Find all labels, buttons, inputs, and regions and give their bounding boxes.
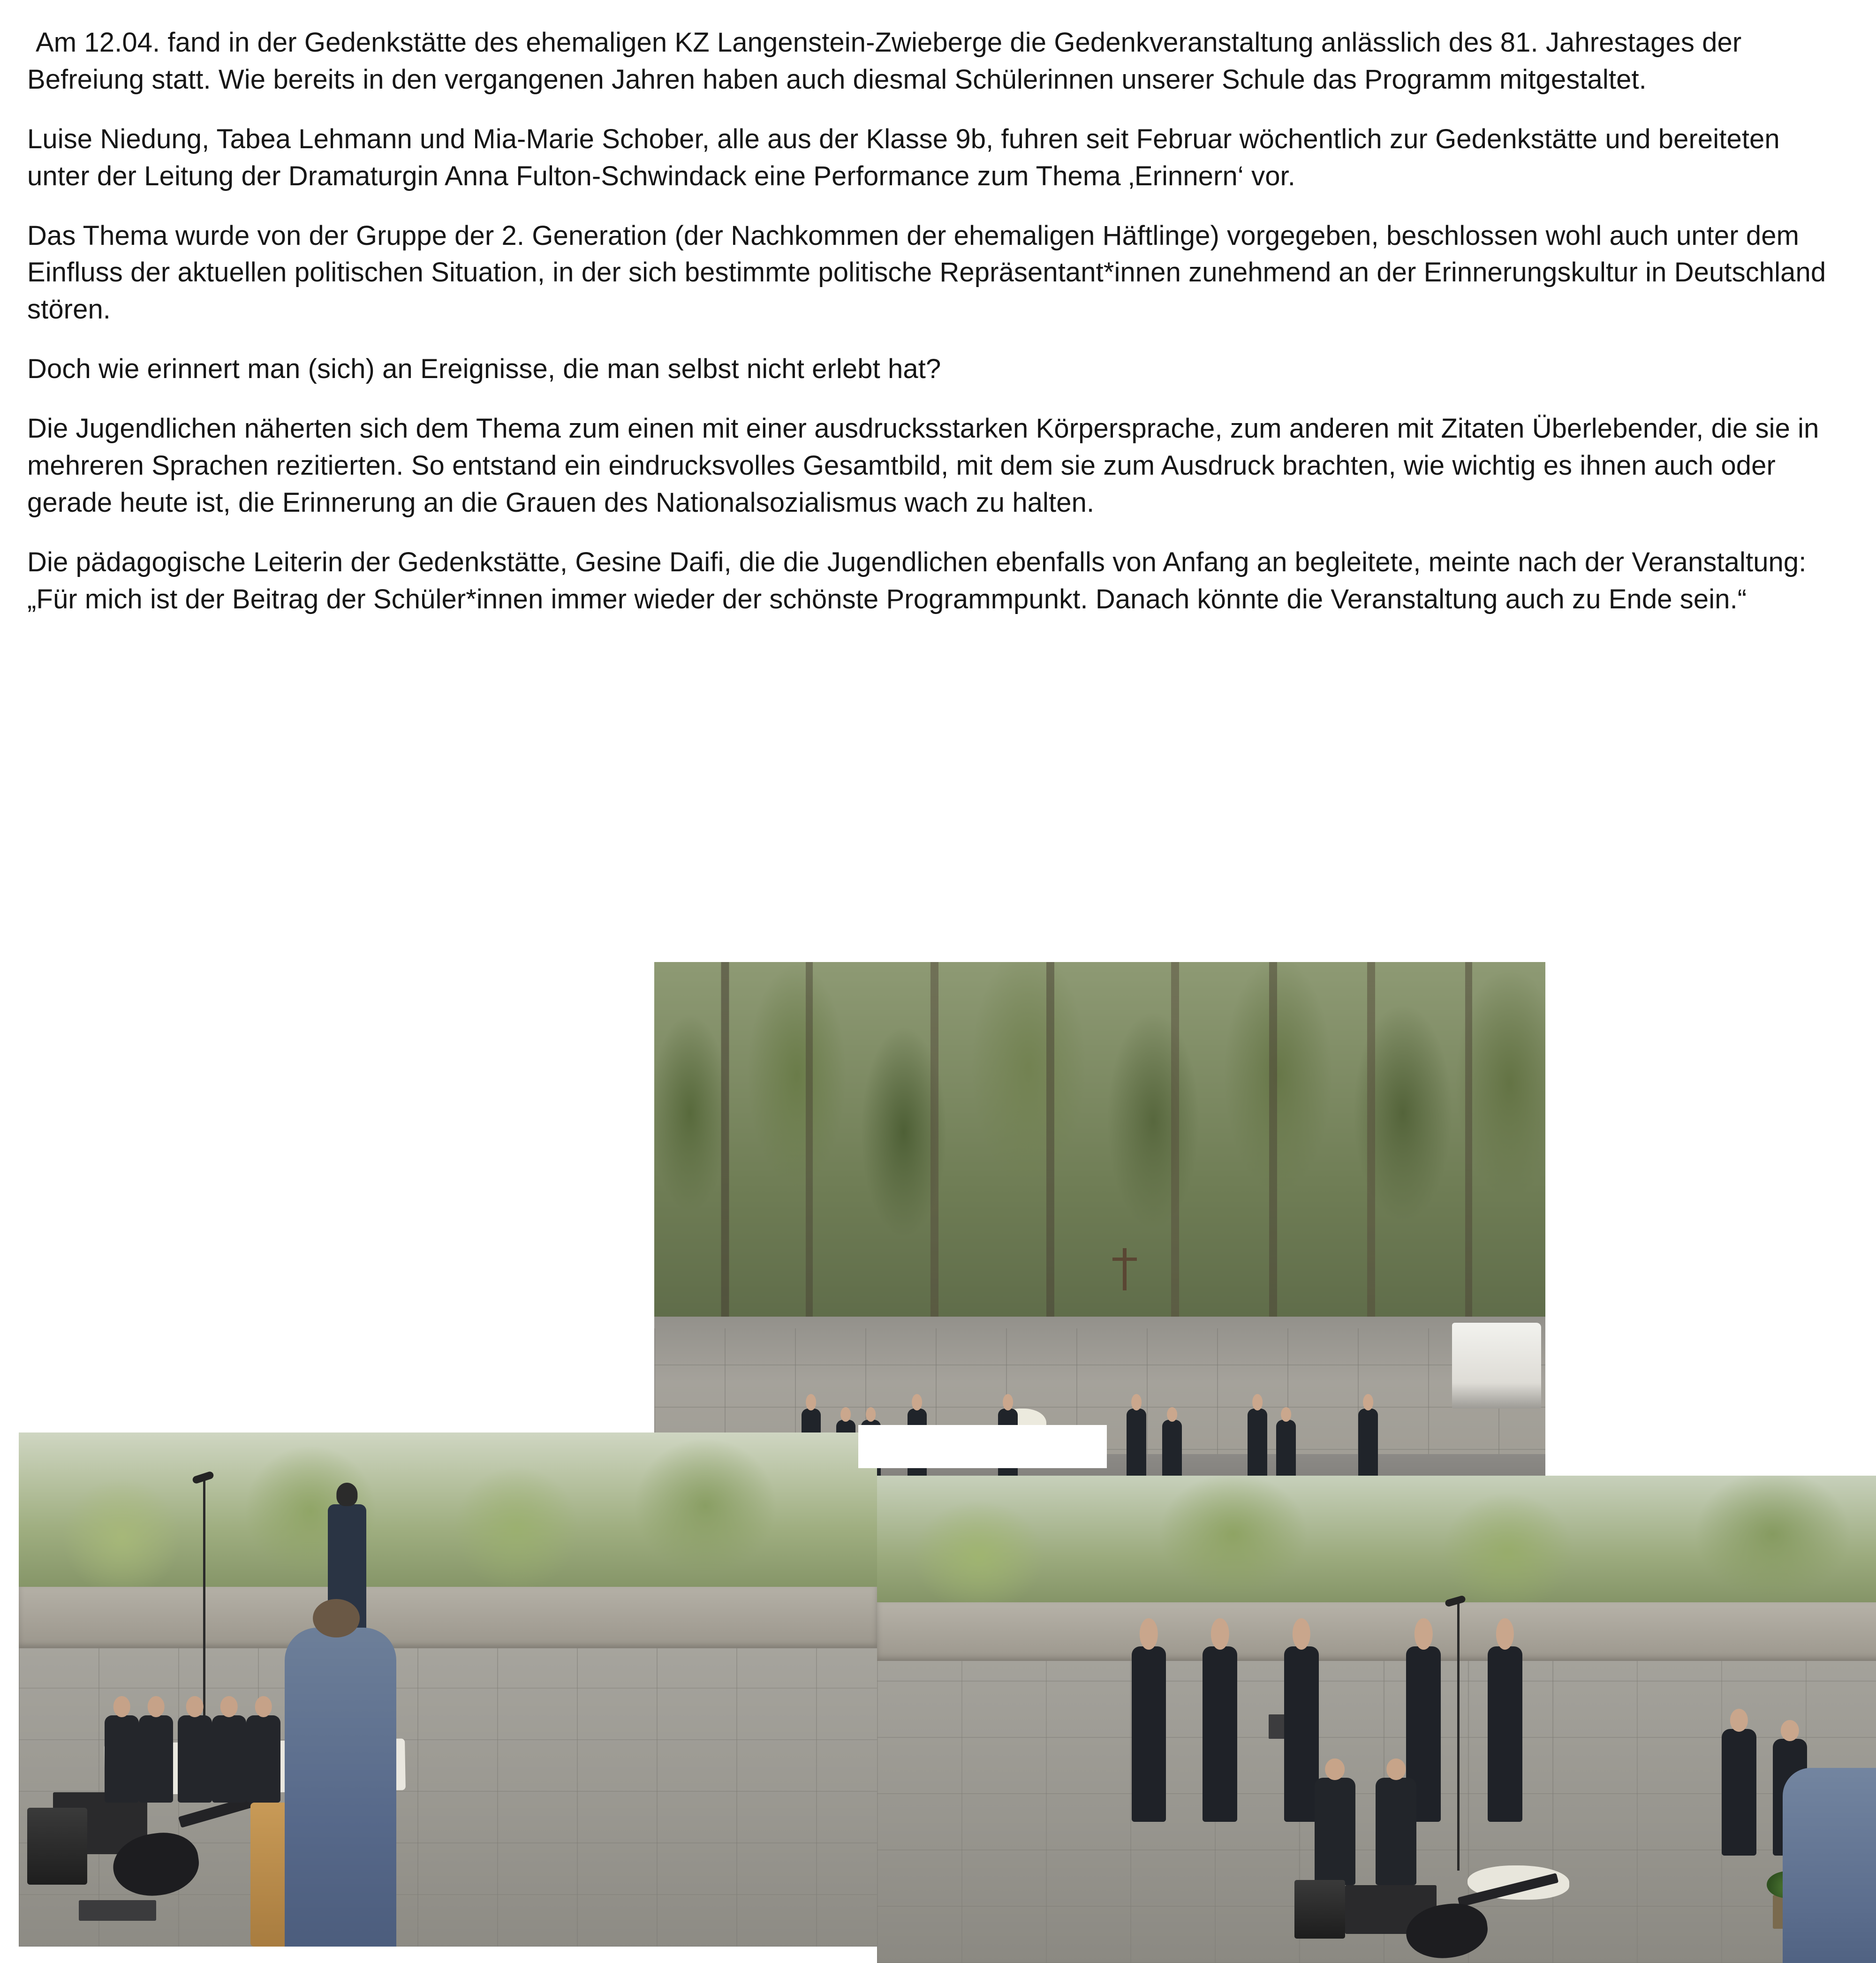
photo-students-seated-with-guitar [19,1432,877,1947]
article-body [27,24,1847,618]
memorial-cross [1123,1248,1127,1290]
photo-students-line-microphone [877,1476,1876,1963]
white-van [1452,1323,1541,1409]
loudspeaker [27,1808,87,1885]
seated-student [178,1715,212,1803]
standing-student [1132,1646,1166,1822]
tree-trunks [654,962,1545,1317]
seated-student [105,1715,139,1803]
foreground-spectator [1783,1768,1876,1963]
kneeling-student [1315,1778,1355,1885]
seated-student [139,1715,173,1803]
stone-wall [19,1587,877,1649]
photo-collage [0,955,1876,1939]
standing-student [1722,1729,1756,1856]
paragraph-1: Am 12.04. fand in der Gedenkstätte des ehemaligen KZ Langenstein-Zwieberge die Gedenkveranstaltung anlässlich des 81. Jahrestages der Befreiung statt. Wie bereits in den vergangenen Jahren haben auch diesmal Schülerinnen unserer Schule das Programm mitgestaltet. [27,27,1742,95]
paragraph-2: Luise Niedung, Tabea Lehmann und Mia-Marie Schober, alle aus der Klasse 9b, fuhren seit Februar wöchentlich zur Gedenkstätte und bereiteten unter der Leitung der Dramaturgin Anna Fulton-Schwindack eine Performance zum Thema ‚Erinnern‘ vor. [27,123,1780,191]
paragraph-5: Die Jugendlichen näherten sich dem Thema zum einen mit einer ausdrucksstarken Körpersprache, zum anderen mit Zitaten Überlebender, die sie in mehreren Sprachen rezitierten. So entstand ein eindrucksvolles Gesamtbild, mit dem sie zum Ausdruck brachten, wie wichtig es ihnen auch oder gerade heute ist, die Erinnerung an die Grauen des Nationalsozialismus wach zu halten. [27,413,1819,518]
foreground-spectator [285,1628,396,1947]
collage-gap [858,1425,1107,1468]
standing-student [1203,1646,1237,1822]
paragraph-4: Doch wie erinnert man (sich) an Ereignisse, die man selbst nicht erlebt hat? [27,354,941,385]
background-trees [877,1476,1876,1622]
kneeling-student [1376,1778,1416,1885]
standing-student [1284,1646,1319,1822]
loudspeaker [1294,1880,1346,1939]
audio-mixer [79,1900,156,1921]
stone-wall [877,1602,1876,1661]
microphone-stand [1457,1602,1460,1870]
seated-student [246,1715,280,1803]
background-trees [19,1432,877,1607]
standing-student [1488,1646,1522,1822]
paragraph-6: Die pädagogische Leiterin der Gedenkstätte, Gesine Daifi, die die Jugendlichen ebenfalls von Anfang an begleitete, meinte nach der Veranstaltung: „Für mich ist der Beitrag der Schüler*innen immer wieder der schönste Programmpunkt. Danach könnte die Veranstaltung auch zu Ende sein.“ [27,546,1807,614]
paragraph-3: Das Thema wurde von der Gruppe der 2. Generation (der Nachkommen der ehemaligen Häftlinge) vorgegeben, beschlossen wohl auch unter dem Einfluss der aktuellen politischen Situation, in der sich bestimmte politische Repräsentant*innen zunehmend an der Erinnerungskultur in Deutschland stören. [27,220,1826,325]
seated-student [212,1715,246,1803]
